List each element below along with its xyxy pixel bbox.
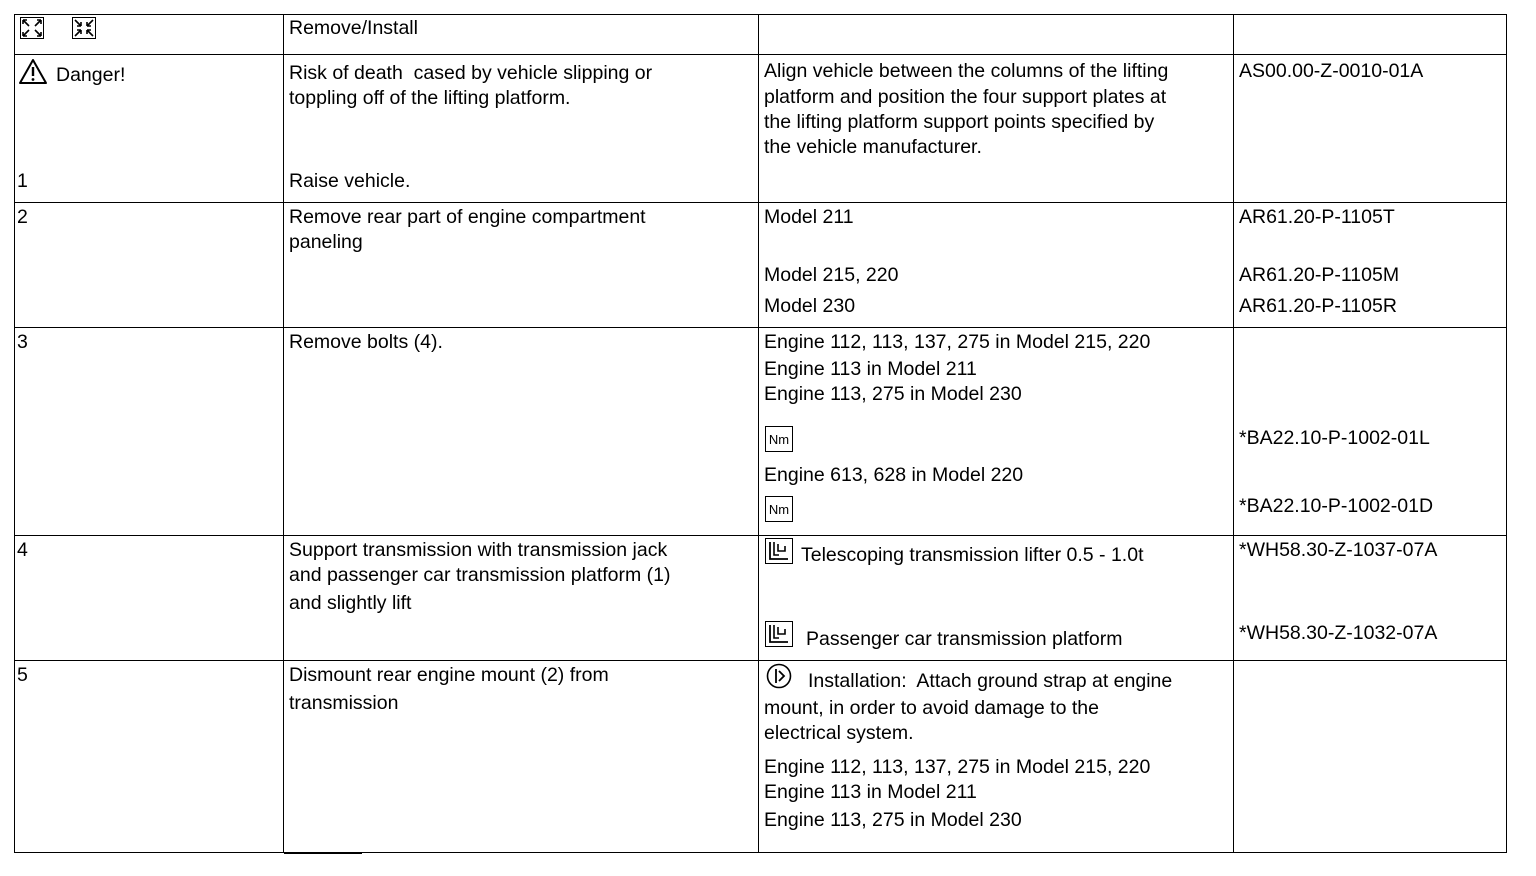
engine-text: Engine 113, 275 in Model 230 [764, 809, 1022, 831]
model-text: Model 230 [764, 295, 856, 317]
installation-text: electrical system. [764, 722, 914, 744]
step-action: transmission [289, 692, 399, 714]
reference-link[interactable]: *WH58.30-Z-1032-07A [1239, 622, 1438, 644]
step-action: Remove rear part of engine compartment [289, 206, 646, 228]
reference-link[interactable]: *BA22.10-P-1002-01D [1239, 495, 1434, 517]
engine-text: Engine 113 in Model 211 [764, 358, 977, 380]
page-title: Remove/Install [289, 17, 418, 39]
step-action: paneling [289, 231, 363, 253]
torque-nm-icon[interactable] [765, 496, 793, 522]
reference-link[interactable]: AR61.20-P-1105R [1239, 295, 1397, 317]
step-action: Support transmission with transmission jack [289, 539, 668, 561]
tool-text: Telescoping transmission lifter 0.5 - 1.0t [801, 544, 1144, 566]
special-tool-icon[interactable] [765, 621, 793, 647]
engine-text: Engine 113 in Model 211 [764, 781, 977, 803]
note-text: Align vehicle between the columns of the lifting [764, 60, 1169, 82]
torque-nm-icon[interactable] [765, 426, 793, 452]
step-number: 2 [17, 206, 28, 228]
special-tool-icon[interactable] [765, 538, 793, 564]
step-action: and passenger car transmission platform (1) [289, 564, 671, 586]
risk-text: Risk of death cased by vehicle slipping or [289, 62, 653, 84]
engine-text: Engine 613, 628 in Model 220 [764, 464, 1024, 486]
reference-link[interactable]: AR61.20-P-1105M [1239, 264, 1400, 286]
engine-text: Engine 113, 275 in Model 230 [764, 383, 1022, 405]
step-action: Dismount rear engine mount (2) from [289, 664, 609, 686]
note-text: platform and position the four support plates at [764, 86, 1167, 108]
installation-note-icon [765, 663, 793, 689]
step-number: 5 [17, 664, 28, 686]
step-number: 1 [17, 170, 28, 192]
collapse-icon[interactable] [72, 17, 96, 39]
model-text: Model 211 [764, 206, 854, 228]
step-action: Remove bolts (4). [289, 331, 443, 353]
risk-text: toppling off of the lifting platform. [289, 87, 571, 109]
warning-triangle-icon [18, 58, 48, 85]
step-number: 4 [17, 539, 28, 561]
step-action: Raise vehicle. [289, 170, 411, 192]
tool-text: Passenger car transmission platform [806, 628, 1123, 650]
reference-link[interactable]: AS00.00-Z-0010-01A [1239, 60, 1424, 82]
nm-label: Nm [768, 502, 790, 517]
reference-link[interactable]: *BA22.10-P-1002-01L [1239, 427, 1430, 449]
step-action: and slightly lift [289, 592, 412, 614]
note-text: the vehicle manufacturer. [764, 136, 982, 158]
model-text: Model 215, 220 [764, 264, 899, 286]
danger-label: Danger! [56, 64, 126, 86]
note-text: the lifting platform support points specified by [764, 111, 1155, 133]
step-number: 3 [17, 331, 28, 353]
engine-text: Engine 112, 113, 137, 275 in Model 215, 220 [764, 756, 1151, 778]
installation-text: Installation: Attach ground strap at engine [808, 670, 1173, 692]
expand-icon[interactable] [20, 17, 44, 39]
reference-link[interactable]: AR61.20-P-1105T [1239, 206, 1395, 228]
installation-text: mount, in order to avoid damage to the [764, 697, 1099, 719]
nm-label: Nm [768, 432, 790, 447]
engine-text: Engine 112, 113, 137, 275 in Model 215, 220 [764, 331, 1151, 353]
reference-link[interactable]: *WH58.30-Z-1037-07A [1239, 539, 1438, 561]
